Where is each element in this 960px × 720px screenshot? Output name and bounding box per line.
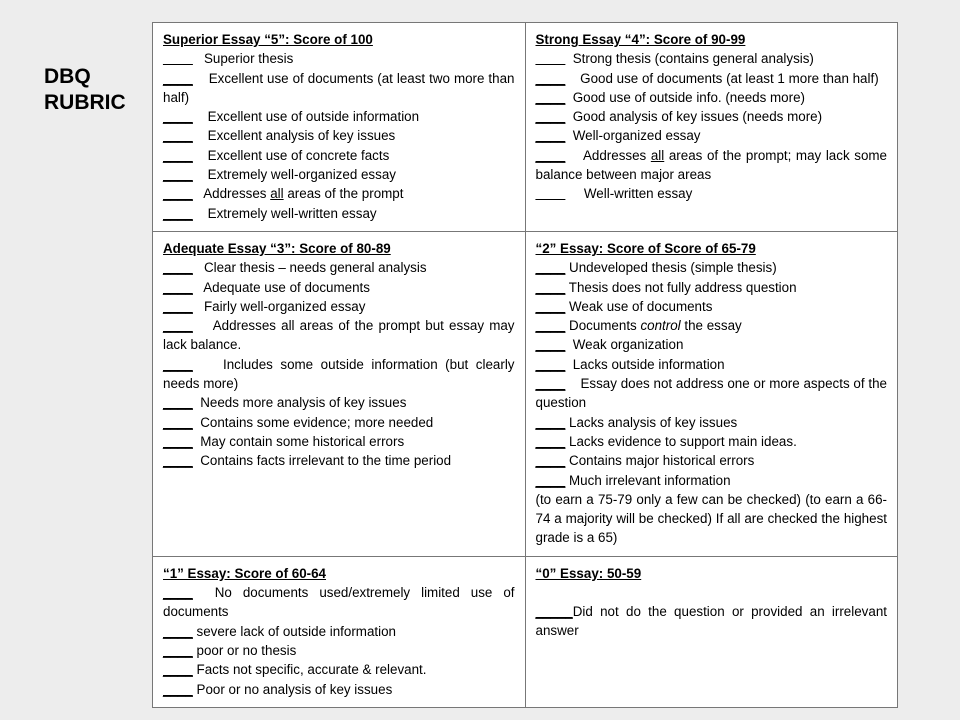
two-item-7: ____ Essay does not address one or more aspects of the question (535, 376, 891, 411)
superior-item-7: ____ Addresses all areas of the prompt (163, 186, 404, 202)
adequate-item-8: ____ May contain some historical errors (163, 433, 405, 449)
two-item-11: ____ Much irrelevant information (535, 472, 731, 488)
two-essay-title: “2” Essay: Score of Score of 65-79 (535, 240, 756, 256)
zero-essay-title: “0” Essay: 50-59 (535, 565, 642, 581)
side-title-line-1: DBQ (44, 65, 91, 88)
two-item-6: ____ Lacks outside information (535, 356, 725, 372)
two-item-2: ____ Thesis does not fully address question (535, 279, 797, 295)
one-item-4: ____ Facts not specific, accurate & relevant. (163, 662, 427, 678)
superior-item-4: ____ Excellent analysis of key issues (163, 128, 396, 144)
two-item-8: ____ Lacks analysis of key issues (535, 414, 738, 430)
one-item-2: ____ severe lack of outside information (163, 623, 396, 639)
one-item-1: ____ No documents used/extremely limited use of documents (163, 585, 519, 620)
superior-item-5: ____ Excellent use of concrete facts (163, 147, 390, 163)
adequate-item-2: ____ Adequate use of documents (163, 279, 370, 295)
one-item-5: ____ Poor or no analysis of key issues (163, 681, 393, 697)
zero-essay-cell (525, 556, 898, 707)
zero-item: _____Did not do the question or provided an irrelevant answer (535, 604, 887, 639)
strong-item-2: ____ Good use of documents (at least 1 more than half) (535, 70, 879, 86)
rubric-table (152, 22, 898, 708)
two-item-5: ____ Weak organization (535, 337, 684, 353)
two-note: (to earn a 75-79 only a few can be checked) (to earn a 66-74 a majority will be checked) If all are checked the highest grade is a 65) (535, 491, 887, 546)
one-essay-cell (153, 556, 526, 707)
two-essay-cell (525, 231, 898, 556)
superior-item-3: ____ Excellent use of outside information (163, 109, 420, 125)
strong-item-7: ____ Well-written essay (535, 186, 693, 202)
strong-essay-cell (525, 23, 898, 232)
adequate-item-4: ____ Addresses all areas of the prompt but essay may lack balance. (163, 318, 519, 353)
adequate-item-7: ____ Contains some evidence; more needed (163, 414, 434, 430)
zero-spacer (536, 583, 888, 602)
rubric-side-title (44, 64, 126, 116)
two-item-3: ____ Weak use of documents (535, 298, 713, 314)
adequate-item-6: ____ Needs more analysis of key issues (163, 395, 407, 411)
two-item-9: ____ Lacks evidence to support main ideas. (535, 433, 797, 449)
two-item-1: ____ Undeveloped thesis (simple thesis) (535, 260, 777, 276)
superior-item-2: ____ Excellent use of documents (at least two more than half) (163, 70, 519, 105)
strong-item-5: ____ Well-organized essay (535, 128, 701, 144)
strong-essay-title: Strong Essay “4”: Score of 90-99 (535, 32, 746, 47)
strong-item-1: ____ Strong thesis (contains general analysis) (535, 51, 814, 67)
superior-item-8: ____ Extremely well-written essay (163, 205, 377, 221)
adequate-item-9: ____ Contains facts irrelevant to the time period (163, 453, 452, 469)
rubric-row-3 (153, 556, 898, 707)
strong-item-6: ____ Addresses all areas of the prompt; may lack some balance between major areas (535, 147, 891, 183)
one-essay-title: “1” Essay: Score of 60-64 (163, 565, 327, 581)
superior-essay-cell (153, 23, 526, 232)
adequate-item-5: ____ Includes some outside information (but clearly needs more) (163, 356, 519, 392)
strong-item-3: ____ Good use of outside info. (needs more) (535, 89, 805, 105)
superior-essay-title: Superior Essay “5”: Score of 100 (163, 32, 373, 47)
adequate-item-1: ____ Clear thesis – needs general analysis (163, 260, 427, 276)
superior-item-6: ____ Extremely well-organized essay (163, 167, 396, 183)
adequate-essay-title: Adequate Essay “3”: Score of 80-89 (163, 240, 391, 256)
adequate-item-3: ____ Fairly well-organized essay (163, 298, 366, 314)
one-item-3: ____ poor or no thesis (163, 642, 297, 658)
superior-item-1: ____ Superior thesis (163, 51, 294, 67)
two-item-10: ____ Contains major historical errors (535, 453, 755, 469)
rubric-row-1 (153, 23, 898, 232)
strong-item-4: ____ Good analysis of key issues (needs more) (535, 109, 823, 125)
rubric-row-2 (153, 231, 898, 556)
two-item-4: ____ Documents control the essay (535, 318, 742, 334)
adequate-essay-cell (153, 231, 526, 556)
side-title-line-2: RUBRIC (44, 91, 126, 114)
